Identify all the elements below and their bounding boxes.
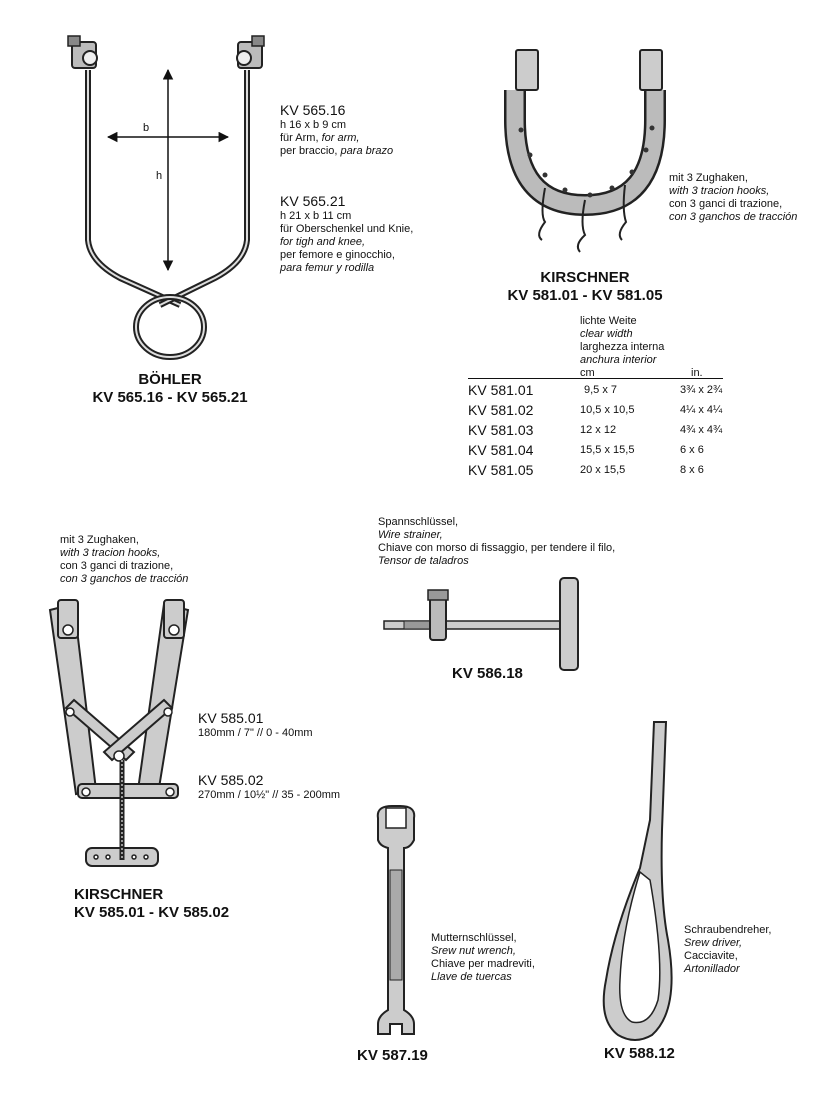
wire-strainer-it: Chiave con morso di fissaggio, per tendere il filo,	[378, 542, 616, 554]
bohler-variant2-it: per femore e ginocchio,	[280, 249, 395, 261]
bow-table-header	[580, 315, 664, 380]
kirschner-bow-hooks-note	[669, 172, 797, 224]
table-row	[468, 380, 722, 400]
bohler-variant1-it: per braccio,	[280, 145, 338, 157]
row-cm: 12 x 12	[580, 424, 617, 436]
table-row	[468, 420, 722, 440]
screwdriver-block	[684, 924, 771, 976]
wire-strainer-es: Tensor de taladros	[378, 555, 469, 567]
bohler-codes: KV 565.16 - KV 565.21	[92, 389, 248, 406]
row-in: 4¾ x 4¾	[680, 424, 723, 436]
bow-header-de: lichte Weite	[580, 315, 637, 327]
row-in: 6 x 6	[680, 444, 704, 456]
bohler-title: BÖHLER	[138, 371, 202, 388]
bohler-variant1-code: KV 565.16	[280, 102, 346, 118]
nut-wrench-block	[431, 932, 535, 984]
stirrup-variant2-code: KV 585.02	[198, 772, 264, 788]
stirrup-hooks-en: with 3 tracion hooks,	[60, 547, 161, 559]
row-in: 3¾ x 2¾	[680, 384, 723, 396]
bow-header-en: clear width	[580, 328, 633, 340]
dimension-b-label: b	[143, 122, 150, 134]
bohler-variant1-es: para brazo	[340, 145, 394, 157]
nut-wrench-en: Srew nut wrench,	[431, 945, 516, 957]
bohler-variant1-de: für Arm,	[280, 132, 319, 144]
stirrup-variant2-spec: 270mm / 10½" // 35 - 200mm	[198, 789, 341, 801]
screwdriver-de: Schraubendreher,	[684, 924, 772, 936]
bow-header-it: larghezza interna	[580, 341, 665, 353]
row-cm: 15,5 x 15,5	[580, 444, 635, 456]
stirrup-hooks-it: con 3 ganci di trazione,	[60, 560, 174, 572]
bohler-variant1-block	[280, 102, 393, 158]
row-code: KV 581.04	[468, 442, 534, 458]
table-row	[468, 400, 722, 420]
bohler-variant2-size: h 21 x b 11 cm	[280, 210, 352, 222]
nut-wrench-es: Llave de tuercas	[431, 971, 512, 983]
row-code: KV 581.02	[468, 402, 534, 418]
wire-strainer-de: Spannschlüssel,	[378, 516, 459, 528]
bohler-variant1-en: for arm,	[321, 132, 360, 144]
stirrup-variant2-block	[198, 772, 340, 802]
wire-strainer-block	[378, 516, 615, 568]
bow-hooks-de: mit 3 Zughaken,	[669, 172, 748, 184]
row-cm: 10,5 x 10,5	[580, 404, 635, 416]
nut-wrench-code: KV 587.19	[357, 1047, 428, 1064]
stirrup-variant1-spec: 180mm / 7" // 0 - 40mm	[198, 727, 313, 739]
bohler-variant2-es: para femur y rodilla	[280, 262, 375, 274]
nut-wrench-it: Chiave per madreviti,	[431, 958, 535, 970]
bohler-variant1-size: h 16 x b 9 cm	[280, 119, 347, 131]
bow-header-es: anchura interior	[580, 354, 657, 366]
kirschner-stirrup-title: KIRSCHNER	[74, 886, 164, 903]
bohler-variant2-de: für Oberschenkel und Knie,	[280, 223, 414, 235]
row-cm: 20 x 15,5	[580, 464, 626, 476]
row-code: KV 581.03	[468, 422, 534, 438]
bow-size-table	[468, 380, 722, 480]
screwdriver-en: Srew driver,	[684, 937, 743, 949]
row-code: KV 581.05	[468, 462, 534, 478]
stirrup-variant1-block	[198, 710, 313, 740]
screwdriver-it: Cacciavite,	[684, 950, 738, 962]
bow-header-in: in.	[691, 367, 703, 379]
kirschner-stirrup-codes: KV 585.01 - KV 585.02	[74, 904, 230, 921]
bohler-variant2-code: KV 565.21	[280, 193, 346, 209]
dimension-h-label: h	[156, 170, 163, 182]
bow-header-cm: cm	[580, 367, 595, 379]
bohler-variant2-block	[280, 193, 413, 275]
row-code: KV 581.01	[468, 382, 534, 398]
bohler-variant2-en: for tigh and knee,	[280, 236, 366, 248]
wire-strainer-code: KV 586.18	[452, 665, 523, 682]
row-cm: 9,5 x 7	[584, 384, 618, 396]
stirrup-variant1-code: KV 585.01	[198, 710, 264, 726]
row-in: 4¼ x 4¼	[680, 404, 723, 416]
row-in: 8 x 6	[680, 464, 704, 476]
stirrup-hooks-es: con 3 ganchos de tracción	[60, 573, 189, 585]
table-row	[468, 460, 722, 480]
kirschner-bow-codes: KV 581.01 - KV 581.05	[507, 287, 663, 304]
nut-wrench-de: Mutternschlüssel,	[431, 932, 517, 944]
screwdriver-es: Artonillador	[684, 963, 740, 975]
kirschner-bow-title: KIRSCHNER	[540, 269, 630, 286]
table-row	[468, 440, 722, 460]
stirrup-hooks-de: mit 3 Zughaken,	[60, 534, 139, 546]
bow-hooks-it: con 3 ganci di trazione,	[669, 198, 783, 210]
bow-hooks-en: with 3 tracion hooks,	[669, 185, 770, 197]
bow-table-rule	[468, 378, 723, 379]
screwdriver-code: KV 588.12	[604, 1045, 675, 1062]
bow-hooks-es: con 3 ganchos de tracción	[669, 211, 798, 223]
kirschner-stirrup-hooks-note	[60, 534, 188, 586]
wire-strainer-en: Wire strainer,	[378, 529, 443, 541]
